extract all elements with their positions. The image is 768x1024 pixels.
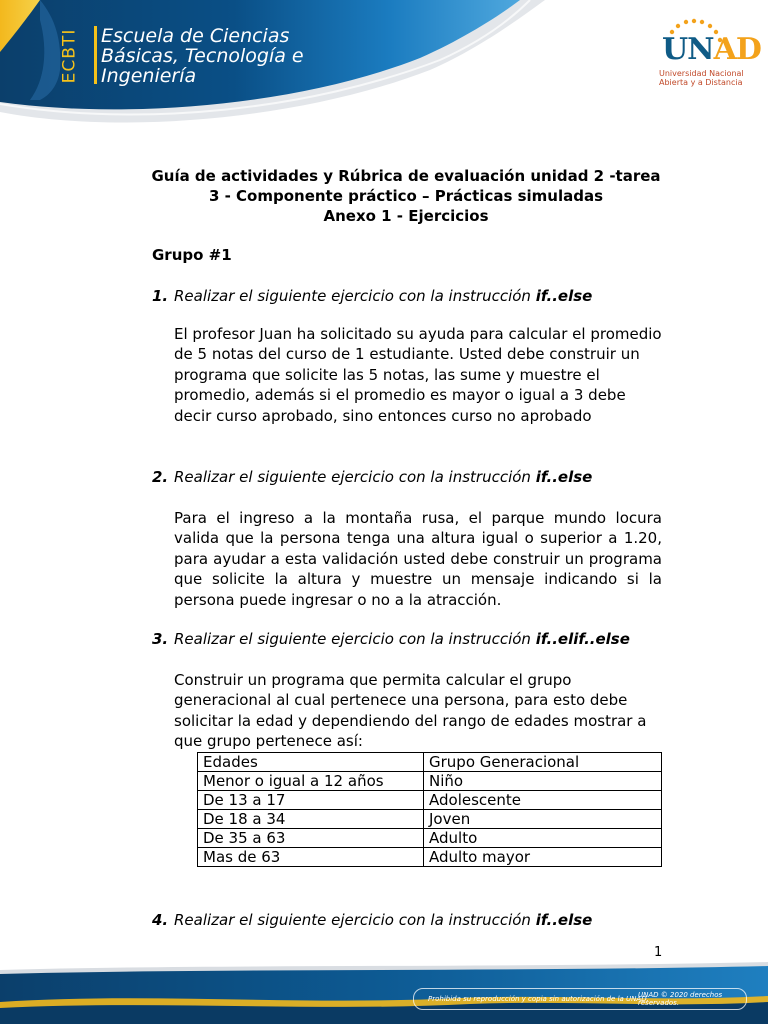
exercise-1-heading: 1. Realizar el siguiente ejercicio con la instrucción if..else	[152, 287, 593, 305]
table-cell: Joven	[424, 810, 662, 829]
unad-wordmark: UNAD	[662, 32, 761, 67]
footer-copyright-notice: Prohibida su reproducción y copia sin autorización de la UNAD. UNAD © 2020 derechos reservados.	[413, 988, 747, 1010]
table-row	[198, 810, 662, 829]
table-cell: Adulto	[424, 829, 662, 848]
exercise-2-text: Para el ingreso a la montaña rusa, el parque mundo locura valida que la persona tenga una altura igual o superior a 1.20, para ayudar a esta validación usted debe construir un programa que solicite la altura y muestre un mensaje indicando si la persona puede ingresar o no a la atracción.	[174, 509, 662, 609]
table-cell: De 18 a 34	[198, 810, 424, 829]
table-cell: Adulto mayor	[424, 848, 662, 867]
exercise-3-heading: 3. Realizar el siguiente ejercicio con la instrucción if..elif..else	[152, 630, 630, 648]
table-header-row	[198, 753, 662, 772]
page-number: 1	[654, 945, 663, 960]
unad-subtitle: Universidad Nacional Abierta y a Distancia	[659, 69, 744, 87]
table-row	[198, 829, 662, 848]
ecbti-acronym: ECBTI	[59, 28, 80, 84]
table-cell: Niño	[424, 772, 662, 791]
table-cell: De 13 a 17	[198, 791, 424, 810]
table-row	[198, 772, 662, 791]
table-header-cell: Edades	[198, 753, 424, 772]
generational-group-table	[197, 752, 662, 867]
group-label: Grupo #1	[152, 246, 232, 264]
table-cell: De 35 a 63	[198, 829, 424, 848]
school-name: Escuela de Ciencias Básicas, Tecnología e Ingeniería	[101, 25, 304, 87]
table-cell: Adolescente	[424, 791, 662, 810]
exercise-4-heading: 4. Realizar el siguiente ejercicio con la instrucción if..else	[152, 911, 593, 929]
table-cell: Menor o igual a 12 años	[198, 772, 424, 791]
table-row	[198, 848, 662, 867]
document-title: Guía de actividades y Rúbrica de evaluación unidad 2 -tarea 3 - Componente práctico – Prácticas simuladas Anexo 1 - Ejercicios	[151, 167, 661, 225]
table-row	[198, 791, 662, 810]
unad-logo	[656, 18, 761, 88]
table-header-cell: Grupo Generacional	[424, 753, 662, 772]
table-cell: Mas de 63	[198, 848, 424, 867]
page-header	[0, 0, 768, 150]
exercise-2-heading: 2. Realizar el siguiente ejercicio con la instrucción if..else	[152, 468, 593, 486]
exercise-3-text: Construir un programa que permita calcular el grupo generacional al cual pertenece una persona, para esto debe solicitar la edad y dependiendo del rango de edades mostrar a que grupo pertenece así:	[174, 671, 647, 751]
exercise-1-text: El profesor Juan ha solicitado su ayuda para calcular el promedio de 5 notas del curso de 1 estudiante. Usted debe construir un programa que solicite las 5 notas, las sume y muestre el promedio, además si el promedio es mayor o igual a 3 debe decir curso aprobado, sino entonces curso no aprobado	[174, 325, 662, 425]
